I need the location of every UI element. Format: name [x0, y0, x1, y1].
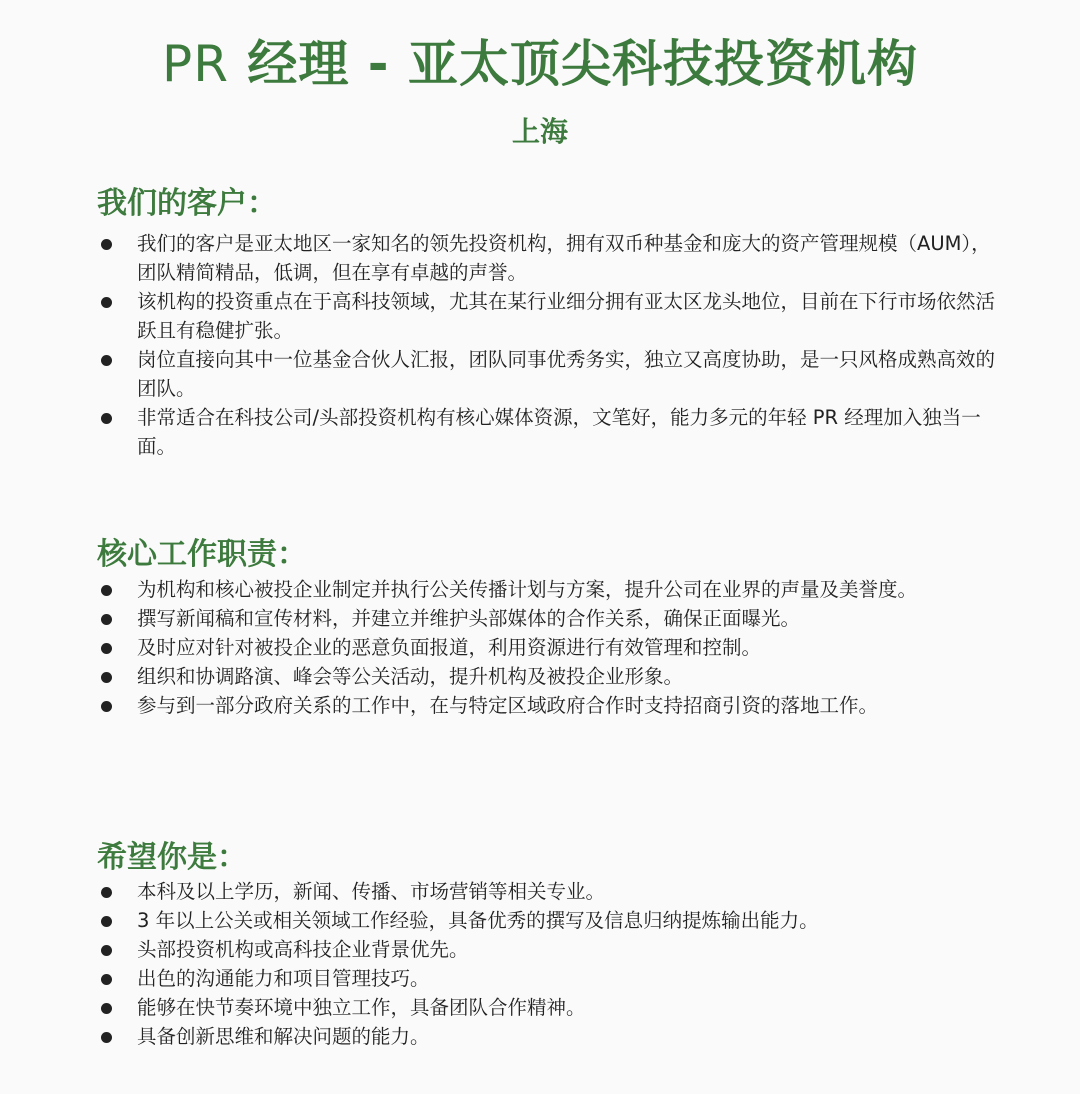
list-item-text: 为机构和核心被投企业制定并执行公关传播计划与方案，提升公司在业界的声量及美誉度。	[137, 578, 918, 601]
location-label: 上海	[511, 115, 568, 148]
list-item	[97, 935, 997, 964]
list-item	[97, 906, 997, 935]
clients-list	[97, 229, 997, 461]
list-item-text: 头部投资机构或高科技企业背景优先。	[137, 938, 469, 961]
list-item-text: 能够在快节奏环境中独立工作，具备团队合作精神。	[137, 996, 586, 1019]
section-heading-clients: 我们的客户：	[97, 186, 277, 221]
list-item-text: 该机构的投资重点在于高科技领域，尤其在某行业细分拥有亚太区龙头地位，目前在下行市场依然活跃且有稳健扩张。	[137, 290, 996, 342]
bullet-icon	[101, 974, 112, 985]
list-item	[97, 604, 997, 633]
bullet-icon	[101, 1032, 112, 1043]
list-item	[97, 345, 997, 403]
section-heading-responsibilities: 核心工作职责：	[97, 537, 307, 572]
bullet-icon	[101, 701, 112, 712]
list-item-text: 非常适合在科技公司/头部投资机构有核心媒体资源，文笔好，能力多元的年轻 PR 经理加入独当一面。	[137, 406, 981, 458]
bullet-icon	[101, 585, 112, 596]
list-item	[97, 1022, 997, 1051]
bullet-icon	[101, 355, 112, 366]
list-item	[97, 403, 997, 461]
list-item-text: 本科及以上学历，新闻、传播、市场营销等相关专业。	[137, 880, 606, 903]
bullet-icon	[101, 413, 112, 424]
list-item	[97, 964, 997, 993]
bullet-icon	[101, 945, 112, 956]
requirements-list	[97, 877, 997, 1051]
bullet-icon	[101, 916, 112, 927]
bullet-icon	[101, 614, 112, 625]
bullet-icon	[101, 643, 112, 654]
list-item	[97, 662, 997, 691]
bullet-icon	[101, 887, 112, 898]
list-item-text: 我们的客户是亚太地区一家知名的领先投资机构，拥有双币种基金和庞大的资产管理规模（AUM），团队精简精品，低调，但在享有卓越的声誉。	[137, 232, 991, 284]
list-item	[97, 691, 997, 720]
list-item-text: 岗位直接向其中一位基金合伙人汇报，团队同事优秀务实，独立又高度协助，是一只风格成熟高效的团队。	[137, 348, 996, 400]
bullet-icon	[101, 239, 112, 250]
list-item	[97, 993, 997, 1022]
list-item	[97, 287, 997, 345]
list-item	[97, 575, 997, 604]
title-prefix: PR	[162, 35, 229, 93]
list-item-text: 具备创新思维和解决问题的能力。	[137, 1025, 430, 1048]
list-item-text: 出色的沟通能力和项目管理技巧。	[137, 967, 430, 990]
list-item-text: 组织和协调路演、峰会等公关活动，提升机构及被投企业形象。	[137, 665, 684, 688]
list-item-text: 及时应对针对被投企业的恶意负面报道，利用资源进行有效管理和控制。	[137, 636, 762, 659]
list-item	[97, 229, 997, 287]
page-title	[0, 24, 1080, 96]
title-main: 经理 - 亚太顶尖科技投资机构	[247, 35, 918, 93]
bullet-icon	[101, 297, 112, 308]
list-item	[97, 633, 997, 662]
list-item-text: 参与到一部分政府关系的工作中，在与特定区域政府合作时支持招商引资的落地工作。	[137, 694, 879, 717]
list-item	[97, 877, 997, 906]
bullet-icon	[101, 1003, 112, 1014]
list-item-text: 3 年以上公关或相关领域工作经验，具备优秀的撰写及信息归纳提炼输出能力。	[137, 909, 819, 932]
responsibilities-list	[97, 575, 997, 720]
section-heading-requirements: 希望你是：	[97, 840, 247, 875]
bullet-icon	[101, 672, 112, 683]
list-item-text: 撰写新闻稿和宣传材料，并建立并维护头部媒体的合作关系，确保正面曝光。	[137, 607, 801, 630]
